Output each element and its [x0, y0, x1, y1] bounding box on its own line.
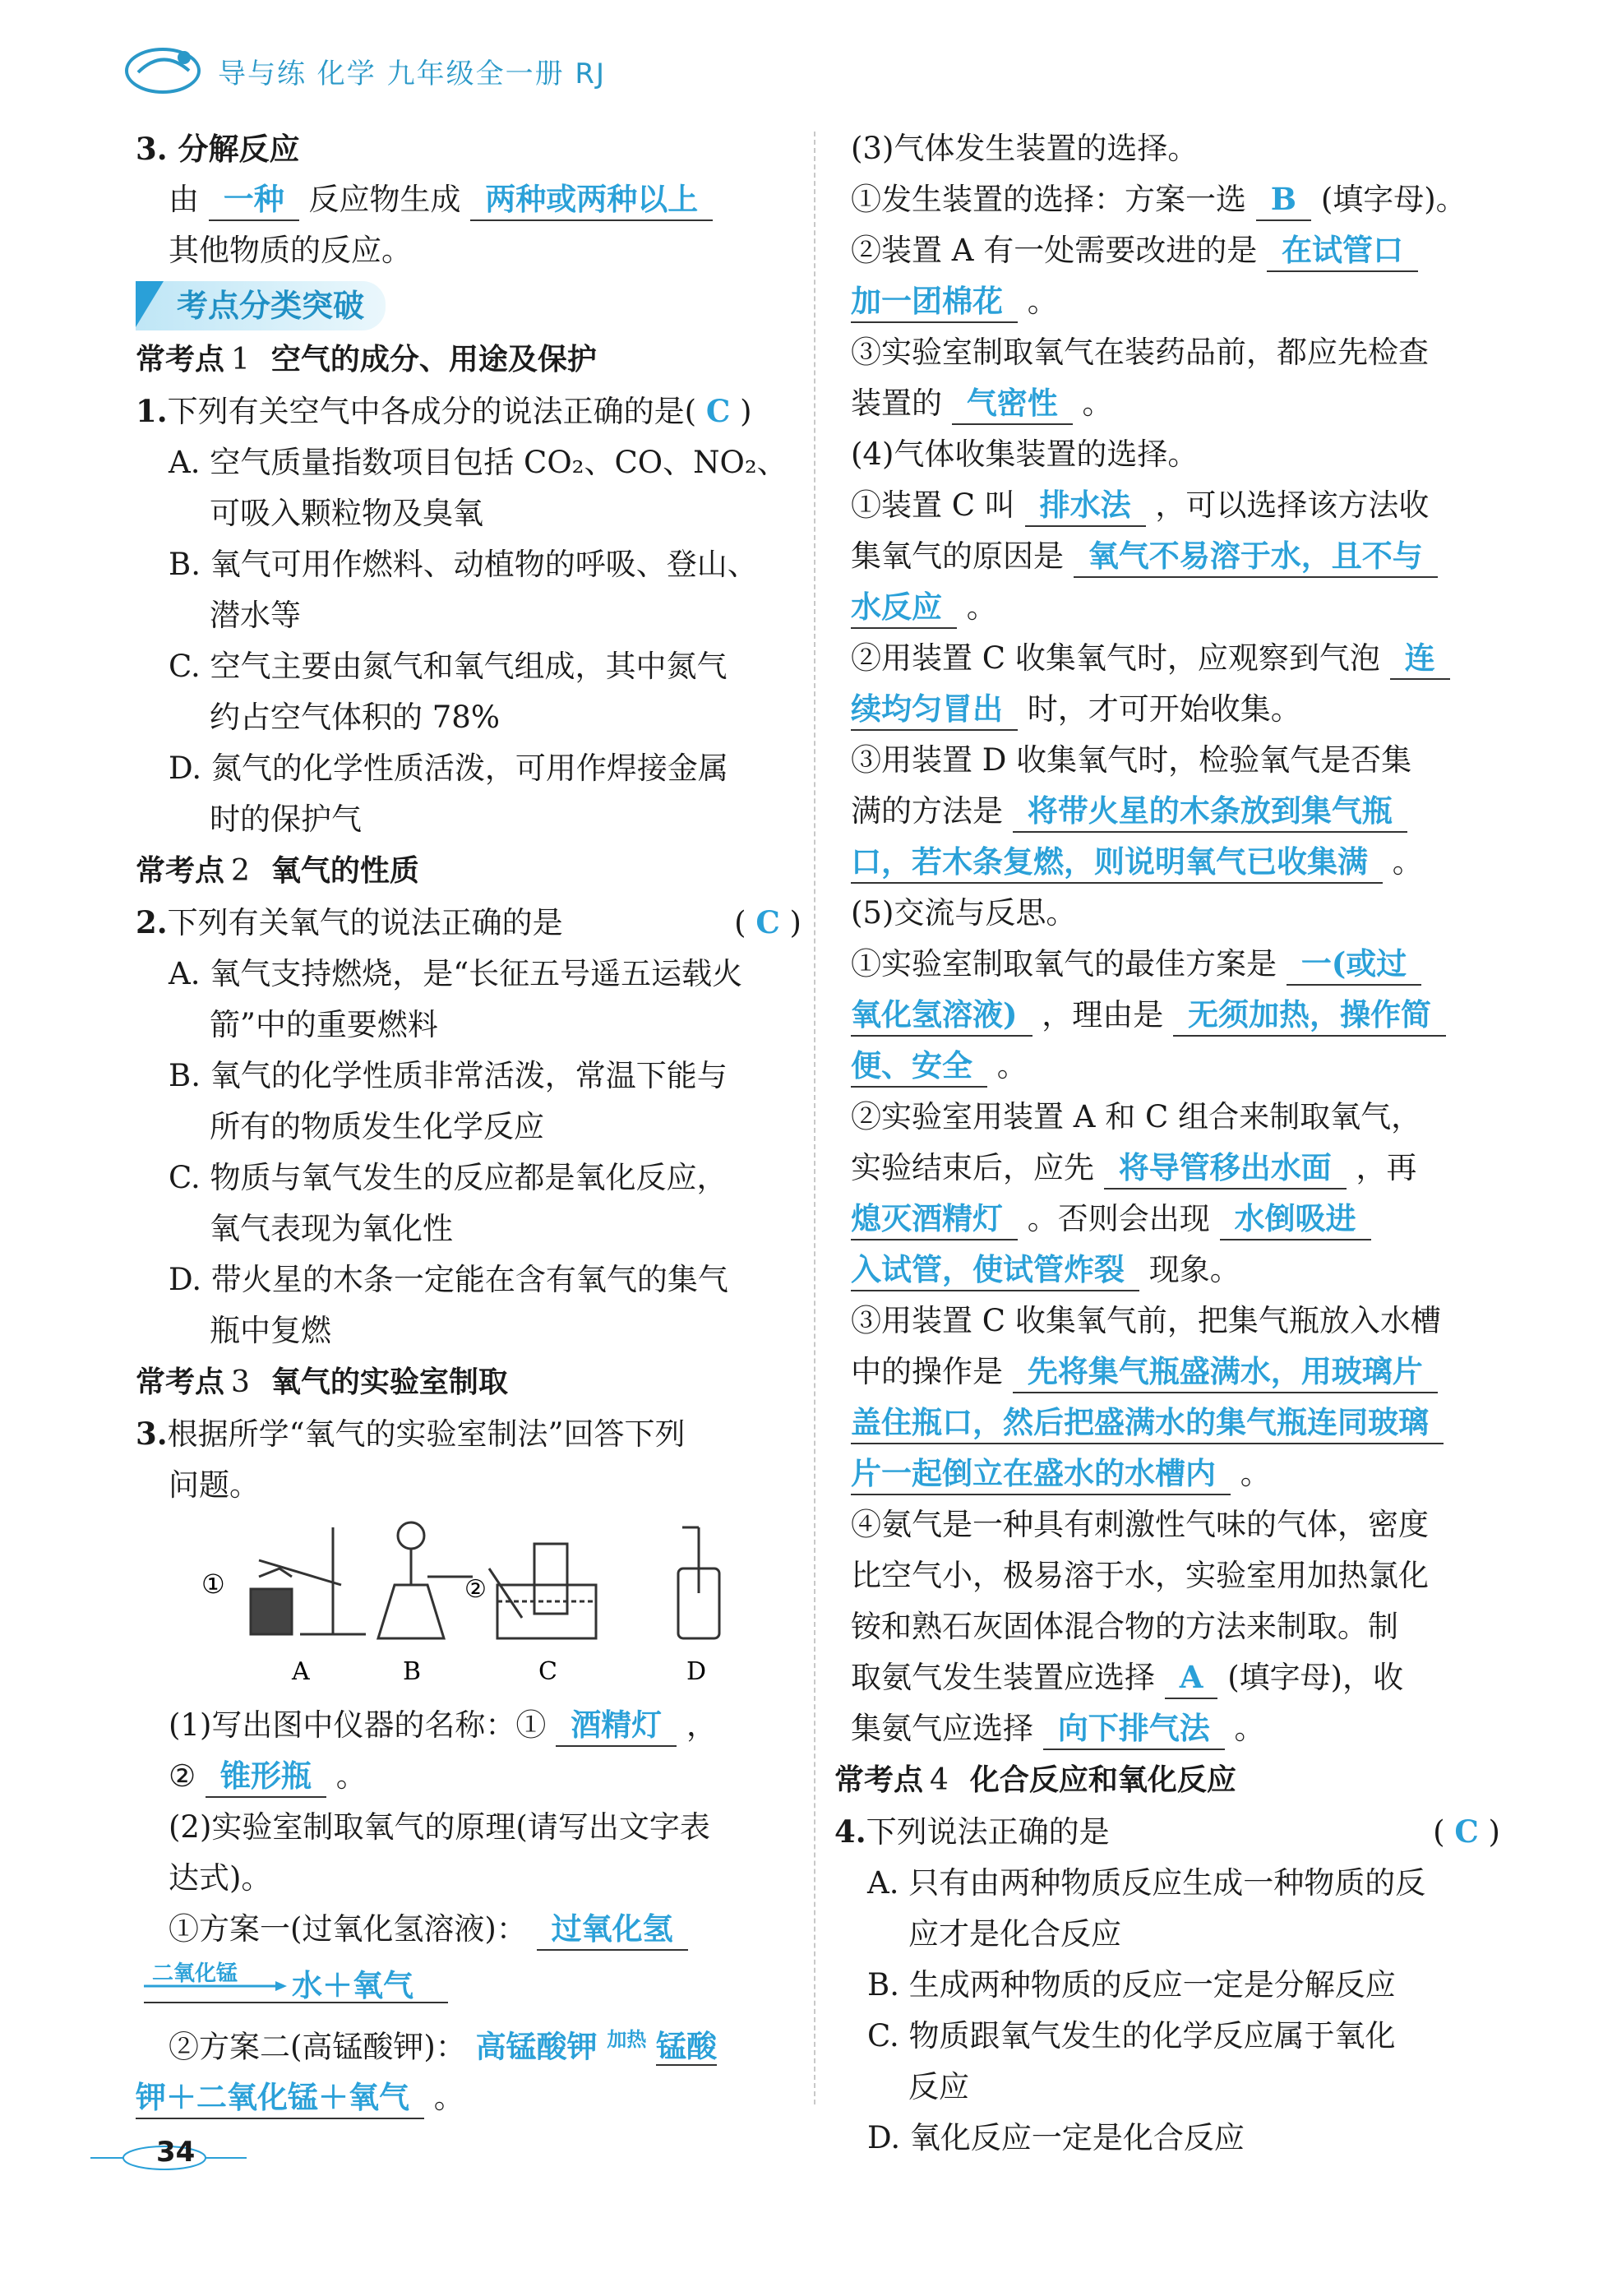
option-line: D. 带火星的木条一定能在含有氧气的集气	[169, 1262, 728, 1297]
section-banner: 考点分类突破	[136, 281, 386, 330]
option-line: 氧气表现为氧化性	[210, 1211, 453, 1246]
text-line: ①发生装置的选择：方案一选 B (填字母)。	[851, 174, 1500, 225]
lab-apparatus-illustration	[136, 1511, 802, 1700]
header-title: 导与练 化学 九年级全一册 RJ	[218, 58, 607, 90]
text-line: 铵和熟石灰固体混合物的方法来制取。制	[851, 1609, 1398, 1644]
text-line: 其他物质的反应。	[169, 233, 412, 268]
text-line: ② 锥形瓶 。	[136, 1751, 802, 1802]
text-line: 达式)。	[169, 1860, 272, 1896]
svg-text:①: ①	[201, 1568, 225, 1600]
text-line: 加一团棉花 。	[851, 276, 1500, 327]
text-line: ①实验室制取氧气的最佳方案是 一(或过	[851, 939, 1500, 990]
text-line: 比空气小，极易溶于水，实验室用加热氯化	[851, 1558, 1429, 1593]
answer-blank: 锥形瓶	[206, 1755, 326, 1798]
option-line: 所有的物质发生化学反应	[210, 1109, 544, 1144]
answer-blank: 先将集气瓶盛满水，用玻璃片	[1013, 1351, 1438, 1393]
answer-blank: 氧化氢溶液)	[851, 994, 1032, 1037]
apparatus-d	[678, 1527, 719, 1638]
question-stem: 1.下列有关空气中各成分的说法正确的是( C )	[136, 393, 752, 429]
option-line: 时的保护气	[210, 802, 362, 837]
option-line: B. 氧气可用作燃料、动植物的呼吸、登山、	[169, 547, 758, 582]
option-line: A. 氧气支持燃烧，是“长征五号遥五运载火	[169, 956, 743, 991]
svg-text:B: B	[403, 1657, 422, 1686]
exam-point-heading: 常考点 2 氧气的性质	[136, 853, 419, 888]
question-stem: 2.下列有关氧气的说法正确的是 ( C )	[136, 904, 802, 940]
answer-blank: 氧气不易溶于水，且不与	[1074, 535, 1438, 578]
option-line: C. 物质与氧气发生的反应都是氧化反应，	[169, 1160, 728, 1195]
apparatus-c	[489, 1544, 596, 1638]
answer-blank: 加一团棉花	[851, 280, 1018, 323]
answer-blank: 熄灭酒精灯	[851, 1198, 1018, 1240]
text-line: 中的操作是 先将集气瓶盛满水，用玻璃片	[851, 1347, 1500, 1397]
answer-blank: 钾＋二氧化锰＋氧气	[136, 2077, 424, 2119]
apparatus-figure	[136, 1511, 802, 1700]
text-line: 水反应 。	[851, 582, 1500, 633]
text-line: 熄灭酒精灯 。否则会出现 水倒吸进	[851, 1194, 1500, 1245]
exam-point-heading: 常考点 4 化合反应和氧化反应	[834, 1762, 1236, 1797]
text-line: 满的方法是 将带火星的木条放到集气瓶	[851, 786, 1500, 837]
option-line: 约占空气体积的 78%	[210, 700, 500, 735]
answer-blank: 在试管口	[1267, 229, 1418, 272]
column-divider	[814, 132, 815, 2104]
answer-blank: 口，若木条复燃，则说明氧气已收集满	[851, 841, 1383, 884]
answer-blank: 盖住瓶口，然后把盛满水的集气瓶连同玻璃	[851, 1402, 1444, 1444]
svg-text:A: A	[292, 1657, 310, 1686]
option-line: C. 物质跟氧气发生的化学反应属于氧化	[867, 2018, 1396, 2053]
text-line: ③用装置 D 收集氧气时，检验氧气是否集	[851, 742, 1412, 778]
text-line: ②方案二(高锰酸钾)： 高锰酸钾 $^{加热}$ 锰酸	[169, 2027, 718, 2065]
text-line: 入试管，使试管炸裂 现象。	[851, 1245, 1500, 1296]
question-stem: 4.下列说法正确的是 ( C )	[834, 1813, 1500, 1850]
answer-blank: 排水法	[1025, 484, 1146, 527]
text-line: (3)气体发生装置的选择。	[851, 131, 1199, 166]
text-line: 取氨气发生装置应选择 A (填字母)，收	[851, 1652, 1500, 1703]
answer-blank: 两种或两种以上	[470, 178, 713, 221]
text-line: 便、安全 。	[851, 1041, 1500, 1092]
text-line: ③用装置 C 收集氧气前，把集气瓶放入水槽	[851, 1303, 1441, 1338]
text-line: (4)气体收集装置的选择。	[851, 437, 1199, 472]
answer-blank: 便、安全	[851, 1045, 987, 1088]
text-line: 片一起倒立在盛水的水槽内 。	[851, 1448, 1500, 1499]
answer-text: 锰酸	[656, 2028, 718, 2065]
option-line: 箭”中的重要燃料	[210, 1007, 438, 1042]
option-line: 瓶中复燃	[210, 1313, 331, 1348]
text-line: ③实验室制取氧气在装药品前，都应先检查	[851, 335, 1429, 370]
text-line: ②实验室用装置 A 和 C 组合来制取氧气，	[851, 1099, 1422, 1134]
right-column	[834, 123, 1500, 2164]
answer-blank: 酒精灯	[556, 1704, 677, 1747]
text-line: ①装置 C 叫 排水法 ，可以选择该方法收	[851, 480, 1500, 531]
apparatus-b	[378, 1522, 473, 1638]
condition-label: 二氧化锰	[152, 1961, 238, 1986]
option-line: A. 空气质量指数项目包括 CO₂、CO、NO₂、	[169, 445, 788, 480]
book-logo-icon	[123, 39, 206, 97]
answer-blank: 片一起倒立在盛水的水槽内	[851, 1453, 1231, 1495]
condition-label: 加热	[607, 2027, 647, 2051]
text-line: (5)交流与反思。	[851, 895, 1077, 931]
text-line: ①方案一(过氧化氢溶液)： 过氧化氢	[136, 1904, 802, 1955]
text-line: 问题。	[169, 1467, 260, 1503]
option-line: 反应	[908, 2069, 969, 2104]
svg-text:②: ②	[464, 1575, 487, 1604]
option-line: B. 氧气的化学性质非常活泼，常温下能与	[169, 1058, 728, 1093]
text-line: 装置的 气密性 。	[851, 378, 1500, 429]
text-line: 氧化氢溶液) ，理由是 无须加热，操作简	[851, 990, 1500, 1041]
answer-blank: 水反应	[851, 586, 957, 629]
text-line: (1)写出图中仪器的名称：① 酒精灯 ，	[136, 1700, 802, 1751]
text-line: 钾＋二氧化锰＋氧气 。	[136, 2072, 802, 2123]
page-header	[123, 33, 1521, 107]
svg-text:C: C	[538, 1657, 557, 1686]
answer-blank: 入试管，使试管炸裂	[851, 1249, 1139, 1291]
text-line: 实验结束后，应先 将导管移出水面 ，再	[851, 1143, 1500, 1194]
answer-choice: C	[705, 393, 731, 429]
answer-blank: A	[1165, 1656, 1218, 1699]
option-line: 潜水等	[210, 598, 301, 633]
option-line: D. 氧化反应一定是化合反应	[867, 2120, 1245, 2155]
apparatus-a	[251, 1527, 366, 1634]
text-line: 集氧气的原因是 氧气不易溶于水，且不与	[851, 531, 1500, 582]
answer-blank: 一种	[209, 178, 299, 221]
text-line: 续均匀冒出 时，才可开始收集。	[851, 684, 1500, 735]
option-line: B. 生成两种物质的反应一定是分解反应	[867, 1967, 1396, 2003]
option-line: D. 氮气的化学性质活泼，可用作焊接金属	[169, 751, 728, 786]
answer-blank: 无须加热，操作简	[1173, 994, 1446, 1037]
text-line: ④氨气是一种具有刺激性气味的气体，密度	[851, 1507, 1429, 1542]
option-line: 应才是化合反应	[908, 1916, 1121, 1952]
section-title: 3. 分解反应	[136, 131, 300, 167]
svg-text:D: D	[686, 1657, 707, 1686]
answer-text: 高锰酸钾	[475, 2028, 598, 2065]
answer-blank: 气密性	[952, 382, 1073, 425]
answer-blank: B	[1256, 178, 1311, 221]
answer-choice: C	[755, 904, 780, 940]
text-line: ②装置 A 有一处需要改进的是 在试管口	[851, 225, 1500, 276]
answer-blank: 一(或过	[1287, 943, 1422, 986]
answer-blank: 续均匀冒出	[851, 688, 1018, 731]
exam-point-heading: 常考点 3 氧气的实验室制取	[136, 1365, 508, 1399]
option-line: 可吸入颗粒物及臭氧	[210, 496, 483, 531]
answer-blank: 向下排气法	[1043, 1707, 1225, 1750]
option-line: A. 只有由两种物质反应生成一种物质的反	[867, 1865, 1426, 1901]
answer-blank: 将带火星的木条放到集气瓶	[1013, 790, 1407, 833]
text-line	[851, 1397, 1500, 1448]
answer-blank: 水倒吸进	[1220, 1198, 1371, 1240]
answer-text: 水＋氧气	[292, 1967, 413, 2003]
text-line: 集氨气应选择 向下排气法 。	[851, 1703, 1500, 1754]
question-stem: 3.根据所学“氧气的实验室制法”回答下列	[136, 1416, 686, 1452]
reaction-arrow-line	[136, 1955, 802, 2006]
answer-blank: 连	[1390, 637, 1450, 680]
text-line: (2)实验室制取氧气的原理(请写出文字表	[169, 1809, 710, 1845]
text-line: 口，若木条复燃，则说明氧气已收集满 。	[851, 837, 1500, 888]
answer-blank: 将导管移出水面	[1104, 1147, 1347, 1190]
answer-choice: C	[1454, 1813, 1479, 1850]
text-line: ②用装置 C 收集氧气时，应观察到气泡 连	[851, 633, 1500, 684]
text-line: 由 一种 反应物生成 两种或两种以上	[136, 174, 802, 225]
exam-point-heading: 常考点 1 空气的成分、用途及保护	[136, 342, 597, 377]
answer-blank: 过氧化氢	[537, 1908, 688, 1951]
left-column	[136, 123, 802, 2123]
option-line: C. 空气主要由氮气和氧气组成，其中氮气	[169, 649, 728, 684]
page-number: 34	[156, 2136, 196, 2169]
